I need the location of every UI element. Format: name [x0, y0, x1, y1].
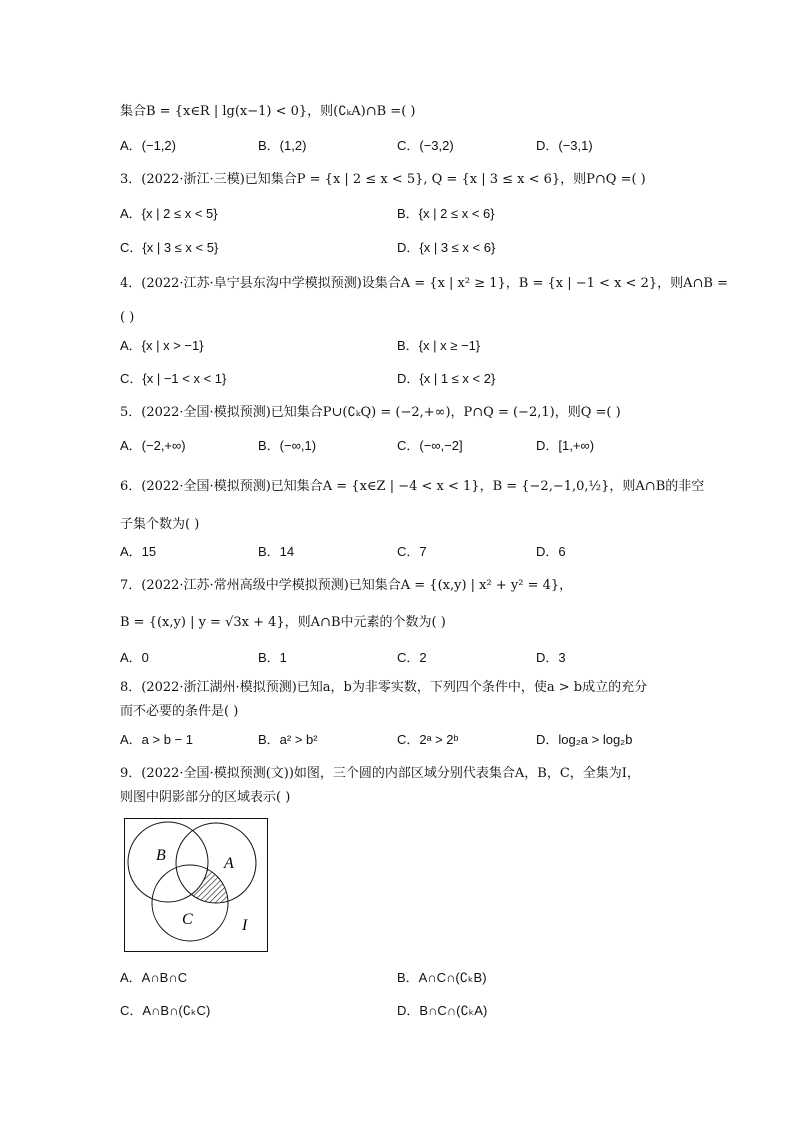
label-b: B: [156, 847, 166, 864]
q9-option-c: C．A∩B∩(∁ₖC): [120, 1003, 211, 1018]
q4-option-c: C．{x | −1 < x < 1}: [120, 371, 227, 386]
q5-option-d: D．[1,+∞): [536, 438, 595, 453]
label-c: C: [182, 911, 193, 928]
q9-option-d: D．B∩C∩(∁ₖA): [397, 1003, 488, 1018]
q7-option-d: D．3: [536, 650, 566, 665]
q8-option-a: A．a > b − 1: [120, 732, 193, 747]
option-a: A．(−1,2): [120, 138, 176, 153]
question-7-stem: 7．(2022·江苏·常州高级中学模拟预测)已知集合A = {(x,y) | x² + y² = 4}，: [120, 578, 573, 593]
q8-option-c: C．2ᵃ > 2ᵇ: [397, 732, 459, 747]
question-3-stem: 3．(2022·浙江·三模)已知集合P = {x | 2 ≤ x < 5}, Q = {x | 3 ≤ x < 6}，则P∩Q =( ): [120, 172, 646, 187]
q7-option-b: B．1: [258, 650, 287, 665]
q7-option-a: A．0: [120, 650, 149, 665]
q5-option-c: C．(−∞,−2]: [397, 438, 463, 453]
q3-option-c: C．{x | 3 ≤ x < 5}: [120, 240, 219, 255]
q3-option-d: D．{x | 3 ≤ x < 6}: [397, 240, 496, 255]
q4-option-d: D．{x | 1 ≤ x < 2}: [397, 371, 496, 386]
q6-option-d: D．6: [536, 544, 566, 559]
q3-option-a: A．{x | 2 ≤ x < 5}: [120, 206, 218, 221]
circle-b: [128, 822, 208, 902]
question-6-stem-cont: 子集个数为( ): [120, 517, 200, 532]
question-stem-prev: 集合B = {x∈R | lg(x−1) < 0}，则(∁ₖA)∩B =( ): [120, 104, 416, 119]
q3-option-b: B．{x | 2 ≤ x < 6}: [397, 206, 495, 221]
question-6-stem: 6．(2022·全国·模拟预测)已知集合A = {x∈Z | −4 < x < 1}，B = {−2,−1,0,½}，则A∩B的非空: [120, 479, 705, 494]
question-4-stem: 4．(2022·江苏·阜宁县东沟中学模拟预测)设集合A = {x | x² ≥ 1}，B = {x | −1 < x < 2}，则A∩B =: [120, 276, 728, 291]
question-4-stem-cont: ( ): [120, 310, 135, 325]
question-5-stem: 5．(2022·全国·模拟预测)已知集合P∪(∁ₖQ) = (−2,+∞)，P∩Q = (−2,1)，则Q =( ): [120, 405, 621, 420]
question-7-stem-cont: B = {(x,y) | y = √3x + 4}，则A∩B中元素的个数为( ): [120, 615, 446, 630]
question-8-stem: 8．(2022·浙江湖州·模拟预测)已知a，b为非零实数，下列四个条件中，使a > b成立的充分: [120, 680, 648, 695]
q4-option-b: B．{x | x ≥ −1}: [397, 338, 481, 353]
q6-option-a: A．15: [120, 544, 157, 559]
q4-option-a: A．{x | x > −1}: [120, 338, 204, 353]
q7-option-c: C．2: [397, 650, 427, 665]
option-d: D．(−3,1): [536, 138, 593, 153]
q9-option-b: B．A∩C∩(∁ₖB): [397, 970, 487, 985]
label-a: A: [224, 855, 234, 872]
q6-option-c: C．7: [397, 544, 427, 559]
q5-option-a: A．(−2,+∞): [120, 438, 186, 453]
q8-option-d: D．log₂a > log₂b: [536, 732, 633, 747]
label-i: I: [242, 917, 248, 934]
q5-option-b: B．(−∞,1): [258, 438, 317, 453]
option-c: C．(−3,2): [397, 138, 454, 153]
question-9-stem-cont: 则图中阴影部分的区域表示( ): [120, 790, 291, 805]
question-8-stem-cont: 而不必要的条件是( ): [120, 704, 239, 719]
q8-option-b: B．a² > b²: [258, 732, 318, 747]
option-b: B．(1,2): [258, 138, 307, 153]
venn-diagram: [124, 818, 268, 952]
q9-option-a: A．A∩B∩C: [120, 970, 188, 985]
question-9-stem: 9．(2022·全国·模拟预测(文))如图，三个圆的内部区域分别代表集合A，B，C，全集为I，: [120, 766, 640, 781]
q6-option-b: B．14: [258, 544, 295, 559]
